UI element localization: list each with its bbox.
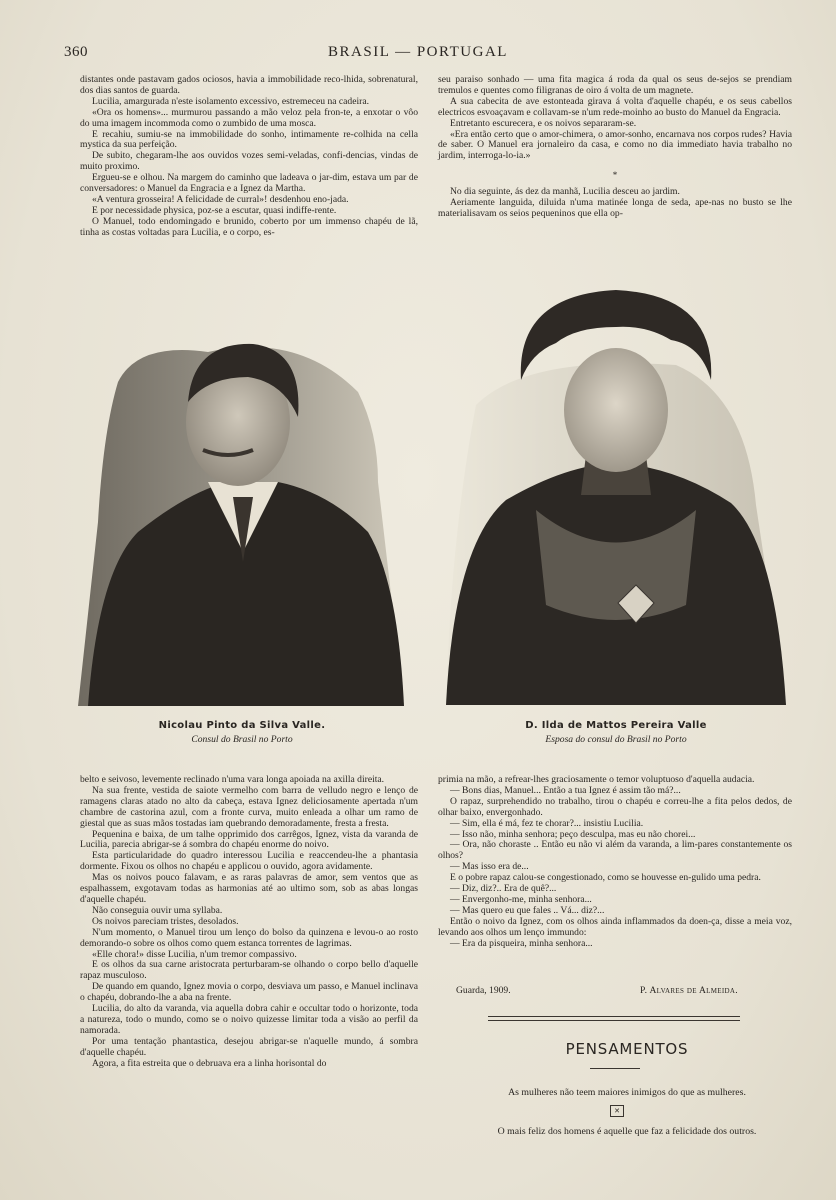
- paragraph: Lucilia, do alto da varanda, via aquella dobra cahir e occultar todo o horizonte, toda a natureza, todo o mundo, como se o noivo quizesse limitar toda a visão ao perfil da namorada.: [80, 1003, 418, 1036]
- thought-line: O mais feliz dos homens é aquelle que faz a felicidade dos outros.: [497, 1126, 757, 1137]
- text-column-bottom-right: [438, 775, 792, 950]
- section-title-pensamentos: PENSAMENTOS: [565, 1040, 689, 1058]
- paragraph: E os olhos da sua carne aristocrata perturbaram-se olhando o corpo bello d'aquelle rapaz musculoso.: [80, 959, 418, 982]
- paragraph: O rapaz, surprehendido no trabalho, tirou o chapéu e correu-lhe a fita pelos dedos, de olhar baixo, envergonhado.: [438, 795, 792, 818]
- paragraph: Aeriamente languida, diluida n'uma matinée longa de seda, ape-nas no busto se lhe materialisavam os seios pequeninos que ella op-: [438, 197, 792, 219]
- paragraph: «Era então certo que o amor-chimera, o amor-sonho, encarnava nos corpos rudes? Havia de saber. O Manuel era jornaleiro da casa, e como no dia immediato havia trabalho no jardim, interroga-lo-ia.»: [438, 128, 792, 162]
- paragraph: Entretanto escurecera, e os noivos separaram-se.: [450, 117, 637, 129]
- divider-rule: [488, 1016, 740, 1017]
- text-column-top-right: [438, 75, 792, 220]
- running-title: BRASIL — PORTUGAL: [328, 44, 508, 60]
- paragraph: Agora, a fita estreita que o debruava era a linha horisontal do: [92, 1057, 327, 1069]
- portrait-photo-nicolau: [78, 322, 404, 706]
- paragraph: — Mas isso era de...: [450, 861, 529, 873]
- caption-subtitle: Esposa do consul do Brasil no Porto: [545, 734, 687, 745]
- portrait-woman-image: [446, 285, 786, 705]
- paragraph: primia na mão, a refrear-lhes graciosamente o temor voluptuoso d'aquella audacia.: [438, 774, 755, 785]
- paragraph: Então o noivo da Ignez, com os olhos ainda inflammados da doen-ça, disse a meia voz, levando aos olhos um lenço immundo:: [438, 915, 792, 938]
- text-column-top-left: [80, 75, 418, 239]
- paragraph: Os noivos pareciam tristes, desolados.: [92, 915, 239, 927]
- portrait-man-image: [78, 322, 404, 706]
- caption-left: [80, 720, 404, 745]
- portrait-photo-ilda: [446, 285, 786, 705]
- paragraph: Não conseguia ouvir uma syllaba.: [92, 904, 223, 916]
- paragraph: De quando em quando, Ignez movia o corpo, desviava um passo, e Manuel inclinava o chapéu, dobrando-lhe a aba na frente.: [80, 981, 418, 1004]
- paragraph: E o pobre rapaz calou-se congestionado, como se houvesse en-gulido uma pedra.: [450, 872, 761, 884]
- paragraph: Pequenina e baixa, de um talhe opprimido dos carrêgos, Ignez, vista da varanda de Lucilia, parecia abrigar-se á sombra do chapéu enorme do noivo.: [80, 828, 418, 851]
- thought-line: As mulheres não teem maiores inimigos do que as mulheres.: [508, 1087, 746, 1098]
- paragraph: belto e seivoso, levemente reclinado n'uma vara longa apoiada na axilla direita.: [80, 774, 385, 785]
- caption-right: [446, 720, 786, 745]
- paragraph: «Ora os homens»... murmurou passando a mão veloz pela fron-te, a enxotar o vôo do uma imagem incommoda como o zumbido de uma mosca.: [80, 106, 418, 129]
- paragraph: Mas os noivos pouco falavam, e as raras palavras de amor, sem ventos que as espalhassem, exgotavam todas as harmonias até ao ultimo som, sob as abas longas d'aquelle chapéu.: [80, 872, 418, 905]
- paragraph: Lucilia, amargurada n'este isolamento excessivo, estremeceu na cadeira.: [92, 95, 369, 107]
- divider-rule: [488, 1020, 740, 1021]
- paragraph: E por necessidade physica, poz-se a escutar, quasi indiffe-rente.: [92, 204, 337, 216]
- caption-name: D. Ilda de Mattos Pereira Valle: [525, 720, 707, 731]
- paragraph: Ergueu-se e olhou. Na margem do caminho que ladeava o jar-dim, estava um par de conversadores: o Manuel da Engracia e a Ignez da Martha.: [80, 172, 418, 195]
- paragraph: — Envergonho-me, minha senhora...: [450, 893, 592, 905]
- section-star: *: [612, 170, 618, 181]
- signature-author: P. Alvares de Almeida.: [640, 985, 738, 996]
- divider-rule-short: [590, 1068, 640, 1069]
- text-column-bottom-left: [80, 775, 418, 1069]
- page-number: 360: [64, 44, 88, 60]
- paragraph: — Ora, não choraste .. Então eu não vi além da varanda, a lim-pares constantemente os olhos?: [438, 839, 792, 862]
- paragraph: — Sim, ella é má, fez te chorar?... insistiu Lucilia.: [450, 817, 644, 829]
- paragraph: — Mas quero eu que fales .. Vá... diz?...: [450, 904, 605, 916]
- paragraph: — Era da pisqueira, minha senhora...: [450, 937, 593, 949]
- paragraph: De subito, chegaram-lhe aos ouvidos vozes semi-veladas, confi-dencias, vindas de muito proximo.: [80, 150, 418, 173]
- paragraph: seu paraiso sonhado — uma fita magica á roda da qual os seus de-sejos se prendiam tremulos e quentes como filigranas de oiro á volta de um magnete.: [438, 74, 792, 96]
- paragraph: — Diz, diz?.. Era de quê?...: [450, 883, 557, 895]
- paragraph: No dia seguinte, ás dez da manhã, Lucilia desceu ao jardim.: [450, 186, 680, 198]
- paragraph: distantes onde pastavam gados ociosos, havia a immobilidade reco-lhida, sobrenatural, dos dias santos de guarda.: [80, 74, 418, 96]
- caption-subtitle: Consul do Brasil no Porto: [191, 734, 293, 745]
- caption-name: Nicolau Pinto da Silva Valle.: [158, 720, 326, 731]
- paragraph: Esta particularidade do quadro interessou Lucilia e reaccendeu-lhe a phantasia dormente. Fixou os olhos no chapéu e applicou o ouvido, agora avidamente.: [80, 850, 418, 873]
- paragraph: E recahiu, sumiu-se na immobilidade do sonho, intimamente re-colhida na cella mystica da sua perfeição.: [80, 128, 418, 151]
- paragraph: Por uma tentação phantastica, desejou abrigar-se n'aquelle mundo, á sombra d'aquelle chapéu.: [80, 1035, 418, 1058]
- signature-place: Guarda, 1909.: [456, 985, 511, 996]
- paragraph: N'um momento, o Manuel tirou um lenço do bolso da quinzena e levou-o ao rosto demorando-o sobre os olhos como quem estanca torrentes de lagrimas.: [80, 926, 418, 949]
- paragraph: — Isso não, minha senhora; peço desculpa, mas eu não chorei...: [450, 828, 696, 840]
- paragraph: «Elle chora!» disse Lucilia, n'um tremor compassivo.: [92, 948, 297, 960]
- paragraph: Na sua frente, vestida de saiote vermelho com barra de velludo negro e lenço de ramagens claras atado no alto da cabeça, estava Ignez deliciosamente apertada n'um chambre de castorina azul, com a fronte curva, muito enleada a olhar um ramo de giestal que as suas mãos tostadas iam quebrando demoradamente, fresta a fresta.: [80, 784, 418, 829]
- paragraph: A sua cabecita de ave estonteada girava á volta d'aquelle chapéu, e os seus cabellos electricos esvoaçavam e collavam-se n'um rede-moinho ao busto do Manuel da Engracia.: [438, 95, 792, 118]
- paragraph: «A ventura grosseira! A felicidade de curral»! desdenhou eno-jada.: [92, 193, 349, 205]
- paragraph: O Manuel, todo endomingado e brunido, coberto por um immenso chapéu de lã, tinha as costas voltadas para Lucilia, e o corpo, es-: [80, 215, 418, 238]
- paragraph: — Bons dias, Manuel... Então a tua Ignez é assim tão má?...: [450, 784, 681, 796]
- ornament-icon: ✕: [610, 1105, 624, 1117]
